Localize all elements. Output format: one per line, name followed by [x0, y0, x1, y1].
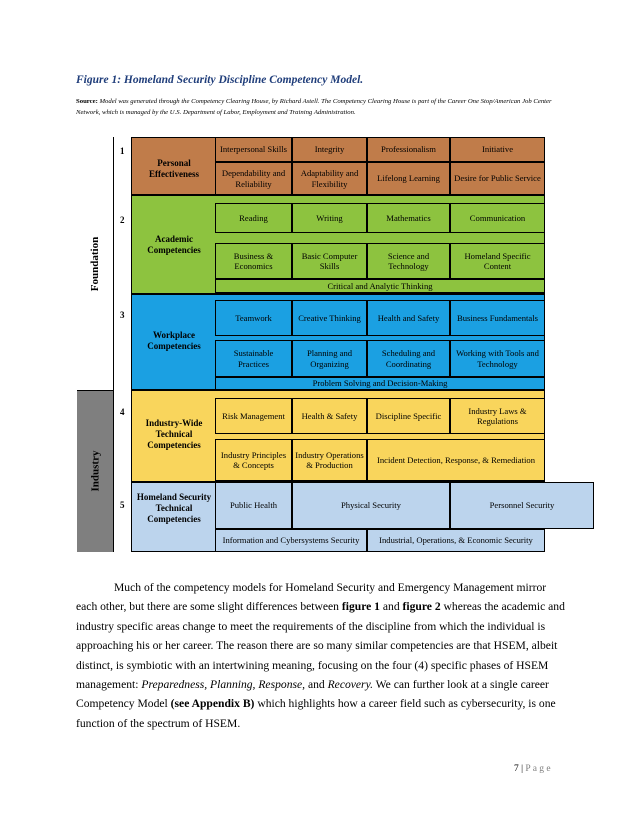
tier-2-cell: Mathematics [367, 203, 450, 233]
diagram-left-border [113, 137, 114, 552]
para-text: We can further look at a single career Competency Model [76, 678, 549, 711]
tier-2-cell: Homeland Specific Content [450, 243, 545, 279]
tier-4-cell: Industry Operations & Production [292, 439, 367, 481]
tier-2-cell: Science and Technology [367, 243, 450, 279]
tier-3-cell: Teamwork [215, 300, 292, 336]
tier-4-cell: Risk Management [215, 398, 292, 434]
tier-2-name: Academic Competencies [147, 234, 201, 255]
tier-2-cell: Basic Computer Skills [292, 243, 367, 279]
para-text: and [379, 600, 403, 614]
figure-1-ref: figure 1 [341, 600, 380, 614]
tier-4-cell: Industry Laws & Regulations [450, 398, 545, 434]
sidebar-divider [77, 390, 113, 391]
tier-3-cell: Working with Tools and Technology [450, 340, 545, 377]
tier-2-band: Critical and Analytic Thinking [215, 279, 545, 293]
source-label: Source: [76, 98, 98, 105]
tier-4-number: 4 [120, 407, 125, 417]
tier-5-cell: Personnel Security [450, 482, 594, 529]
figure-caption: Figure 1: Homeland Security Discipline Competency Model. [76, 74, 364, 86]
tier-1-cell: Interpersonal Skills [215, 137, 292, 162]
para-text: whereas the academic and industry specific areas change to meet the requirements of the discipline from which the individual is approaching his or her career. The reason there are so many similar competencies are that HSEM, albeit distinct, is symbiotic with an intertwining meaning, focusing on the four (4) specific phases of HSEM management: [76, 600, 565, 692]
source-text: Model was generated through the Competency Clearing House, by Richard Astell. The Competency Clearing House is part of the Career One Stop/American Job Center Network, which is managed by the U.S. Department of Labor, Employment and Training Administration. [76, 98, 552, 116]
tier-4-cell: Industry Principles & Concepts [215, 439, 292, 481]
tier-3-name: Workplace Competencies [147, 330, 201, 351]
appendix-ref: (see Appendix B) [170, 697, 255, 711]
tier-5-cell: Physical Security [292, 482, 450, 529]
tier-3-cell: Sustainable Practices [215, 340, 292, 377]
tier-3-cell: Creative Thinking [292, 300, 367, 336]
industry-label: Industry [89, 450, 101, 492]
foundation-sidebar [77, 137, 113, 390]
page-footer [514, 764, 551, 774]
tier-3-cell: Business Fundamentals [450, 300, 545, 336]
tier-1-name: Personal Effectiveness [149, 158, 199, 179]
para-text: and [305, 678, 328, 692]
tier-1-cell: Professionalism [367, 137, 450, 162]
tier-2-cell: Reading [215, 203, 292, 233]
tier-1-number: 1 [120, 146, 125, 156]
footer-separator: | [518, 764, 526, 774]
tier-5-cell: Public Health [215, 482, 292, 529]
tier-5-cell: Industrial, Operations, & Economic Security [367, 529, 545, 552]
tier-1-cell: Adaptability and Flexibility [292, 162, 367, 195]
tier-2-cell: Writing [292, 203, 367, 233]
tier-1-cell: Initiative [450, 137, 545, 162]
foundation-label: Foundation [89, 236, 102, 291]
tier-1-cell: Integrity [292, 137, 367, 162]
tier-3-cell: Planning and Organizing [292, 340, 367, 377]
tier-4-name: Industry-Wide Technical Competencies [145, 418, 203, 450]
tier-3-number: 3 [120, 310, 125, 320]
tier-3-cell: Health and Safety [367, 300, 450, 336]
page-number: 7 [514, 764, 519, 774]
body-paragraph [76, 578, 570, 733]
para-text: which highlights how a career field such as cybersecurity, is one function of the spectrum of HSEM. [76, 697, 556, 730]
tier-2-cell: Communication [450, 203, 545, 233]
tier-5-name: Homeland Security Technical Competencies [136, 492, 212, 524]
phases-text: Preparedness, Planning, Response, [141, 678, 306, 692]
recovery-text: Recovery. [327, 678, 373, 692]
figure-2-ref: figure 2 [402, 600, 441, 614]
tier-2-cell: Business & Economics [215, 243, 292, 279]
tier-4-cell: Health & Safety [292, 398, 367, 434]
tier-2-number: 2 [120, 215, 125, 225]
tier-1-cell: Dependability and Reliability [215, 162, 292, 195]
tier-5-cell: Information and Cybersystems Security [215, 529, 367, 552]
industry-sidebar [77, 390, 113, 552]
tier-4-cell: Incident Detection, Response, & Remediation [367, 439, 545, 481]
page-label: P a g e [525, 764, 551, 774]
tier-3-cell: Scheduling and Coordinating [367, 340, 450, 377]
para-text: Much of the competency models for Homeland Security and Emergency Management mirror each other, but there are some slight differences between [76, 581, 547, 614]
tier-3-band: Problem Solving and Decision-Making [215, 377, 545, 390]
tier-1-cell: Lifelong Learning [367, 162, 450, 195]
tier-1-cell: Desire for Public Service [450, 162, 545, 195]
tier-5-number: 5 [120, 500, 125, 510]
tier-4-cell: Discipline Specific [367, 398, 450, 434]
